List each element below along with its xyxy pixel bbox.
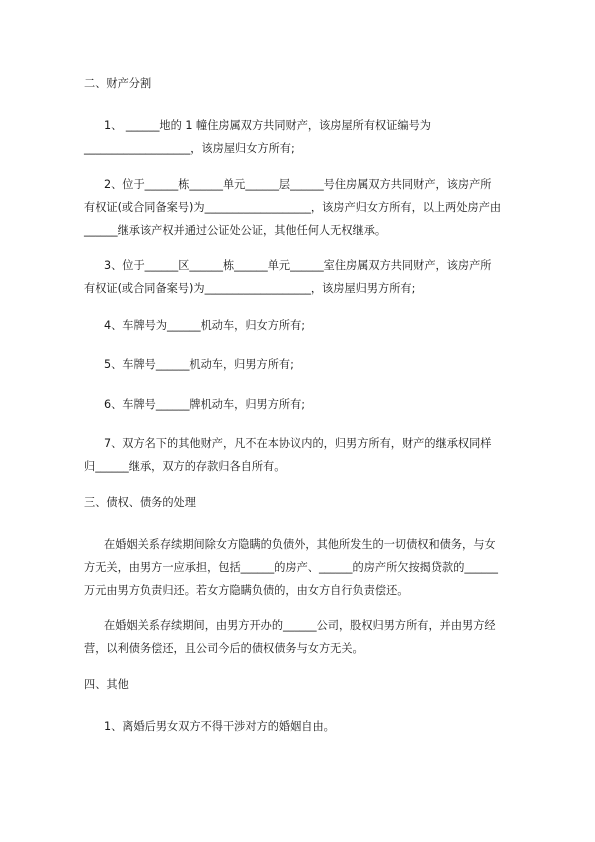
- clause-5: 5、车牌号______机动车，归男方所有;: [104, 358, 294, 371]
- section-heading-other: 四、其他: [84, 678, 129, 691]
- clause-2-line-3: ______继承该产权并通过公证处公证，其他任何人无权继承。: [84, 224, 387, 237]
- section-heading-debts: 三、债权、债务的处理: [84, 496, 196, 509]
- clause-2-line-1: 2、位于______栋______单元______层______号住房属双方共同财产，该房产所: [104, 178, 492, 191]
- debts-paragraph-2-line-2: 营，以利债务偿还，且公司今后的债权债务与女方无关。: [84, 642, 364, 655]
- clause-7-line-2: 归______继承，双方的存款归各自所有。: [84, 460, 286, 473]
- debts-paragraph-2: [84, 614, 524, 660]
- clause-3-line-2: 有权证(或合同备案号)为___________________，该房屋归男方所有;: [84, 282, 416, 295]
- debts-paragraph-1: [84, 533, 524, 602]
- clause-2-line-2: 有权证(或合同备案号)为___________________，该房产归女方所有，以上两处房产由: [84, 201, 502, 214]
- clause-4: 4、车牌号为______机动车，归女方所有;: [104, 319, 306, 332]
- debts-paragraph-1-line-3: 万元由男方负责归还。若女方隐瞒负债的，由女方自行负责偿还。: [84, 584, 409, 597]
- clause-7: [84, 432, 524, 478]
- clause-3-line-1: 3、位于______区______栋______单元______室住房属双方共同财产，该房产所: [104, 259, 492, 272]
- other-clause-1: 1、离婚后男女双方不得干涉对方的婚姻自由。: [104, 720, 335, 733]
- clause-2: [84, 173, 524, 242]
- clause-1-line-2: ___________________，该房屋归女方所有;: [84, 142, 295, 155]
- debts-paragraph-2-line-1: 在婚姻关系存续期间，由男方开办的______公司，股权归男方所有，并由男方经: [104, 619, 496, 632]
- clause-6: 6、车牌号______牌机动车，归男方所有;: [104, 398, 306, 411]
- debts-paragraph-1-line-2: 方无关，由男方一应承担，包括______的房产、______的房产所欠按揭贷款的______: [84, 561, 498, 574]
- clause-1-line-1: 1、 ______地的 1 幢住房属双方共同财产，该房屋所有权证编号为: [104, 119, 431, 132]
- clause-7-line-1: 7、双方名下的其他财产，凡不在本协议内的，归男方所有，财产的继承权同样: [104, 437, 492, 450]
- clause-1: [84, 114, 524, 160]
- section-heading-property-division: 二、财产分割: [84, 77, 152, 90]
- clause-3: [84, 254, 524, 300]
- debts-paragraph-1-line-1: 在婚姻关系存续期间除女方隐瞒的负债外，其他所发生的一切债权和债务，与女: [104, 538, 496, 551]
